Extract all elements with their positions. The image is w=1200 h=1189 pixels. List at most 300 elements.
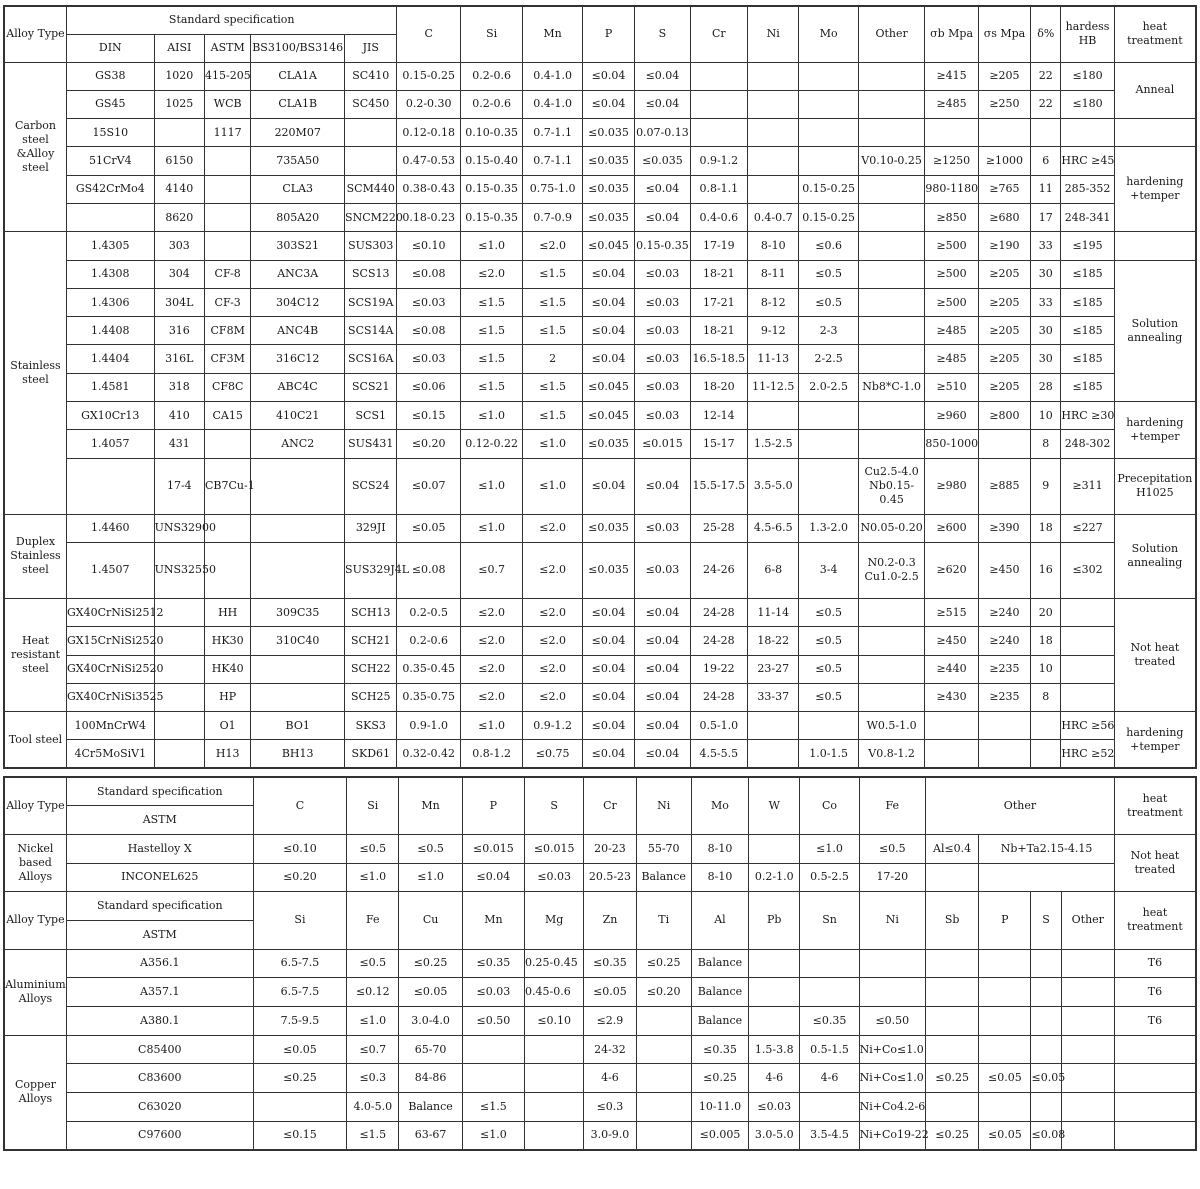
cell-other bbox=[1061, 1121, 1114, 1150]
cell-tensile: ≥1250 bbox=[925, 147, 978, 175]
cell-heat-treatment: T6 bbox=[1114, 949, 1196, 978]
cell-zn: ≤0.3 bbox=[584, 1093, 636, 1122]
cell-aisi bbox=[154, 712, 204, 740]
cell-jis bbox=[345, 147, 397, 175]
cell-si: ≤1.5 bbox=[460, 345, 522, 373]
table-row bbox=[4, 147, 1196, 175]
cell-din: GX40CrNiSi3525 bbox=[66, 683, 154, 711]
cell-p: ≤0.045 bbox=[582, 232, 634, 260]
cell-s bbox=[1031, 1093, 1061, 1122]
cell-si: ≤1.5 bbox=[460, 317, 522, 345]
cell-bs: ABC4C bbox=[251, 373, 345, 401]
cell-si: ≤1.0 bbox=[347, 863, 399, 892]
cell-bs: ANC4B bbox=[251, 317, 345, 345]
cell-bs: CLA1A bbox=[251, 62, 345, 90]
cell-sb: ≤0.25 bbox=[925, 1121, 978, 1150]
nonferrous-header-sn: Sn bbox=[800, 892, 859, 949]
cell-jis: SCH22 bbox=[345, 655, 397, 683]
table-row bbox=[4, 627, 1196, 655]
cell-zn: ≤0.35 bbox=[584, 949, 636, 978]
cell-yield: ≥390 bbox=[978, 514, 1030, 542]
cell-ni: Balance bbox=[636, 863, 691, 892]
cell-c: ≤0.15 bbox=[397, 402, 460, 430]
table-row bbox=[4, 288, 1196, 316]
header-si: Si bbox=[460, 6, 522, 62]
nonferrous-header-fe: Fe bbox=[347, 892, 399, 949]
cell-c: 0.35-0.75 bbox=[397, 683, 460, 711]
nickel-header-mn: Mn bbox=[399, 777, 462, 834]
cell-bs: 309C35 bbox=[251, 598, 345, 626]
cell-jis: SNCM220 bbox=[345, 203, 397, 231]
cell-hardness: ≤227 bbox=[1061, 514, 1114, 542]
cell-yield: ≥205 bbox=[978, 373, 1030, 401]
cell-s: ≤0.03 bbox=[635, 345, 690, 373]
cell-ni: 11-12.5 bbox=[748, 373, 799, 401]
nonferrous-header-si: Si bbox=[253, 892, 346, 949]
table-row bbox=[4, 683, 1196, 711]
table-row bbox=[4, 260, 1196, 288]
cell-heat-treatment bbox=[1114, 1121, 1196, 1150]
cell-aisi: 431 bbox=[154, 430, 204, 458]
cell-p: ≤0.04 bbox=[582, 90, 634, 118]
table-row bbox=[4, 1121, 1196, 1150]
cell-p: ≤0.04 bbox=[582, 598, 634, 626]
cell-cr: 19-22 bbox=[690, 655, 747, 683]
cell-other bbox=[1061, 978, 1114, 1007]
cell-jis: 329JI bbox=[345, 514, 397, 542]
cell-hardness: 248-302 bbox=[1061, 430, 1114, 458]
cell-other bbox=[858, 203, 925, 231]
cell-ni: 8-12 bbox=[748, 288, 799, 316]
cell-aisi: 1025 bbox=[154, 90, 204, 118]
cell-other: Nb+Ta2.15-4.15 bbox=[979, 834, 1115, 863]
cell-aisi: 304 bbox=[154, 260, 204, 288]
cell-elongation: 22 bbox=[1031, 90, 1061, 118]
cell-jis: SCS21 bbox=[345, 373, 397, 401]
table-row bbox=[4, 345, 1196, 373]
cell-mn: ≤1.0 bbox=[399, 863, 462, 892]
nonferrous-header-astm: ASTM bbox=[66, 920, 253, 949]
cell-mn: ≤0.50 bbox=[462, 1007, 524, 1036]
nickel-header-fe: Fe bbox=[859, 777, 925, 834]
cell-s: ≤0.03 bbox=[525, 863, 584, 892]
cell-bs: 303S21 bbox=[251, 232, 345, 260]
cell-yield: ≥205 bbox=[978, 62, 1030, 90]
cell-yield: ≥235 bbox=[978, 683, 1030, 711]
cell-astm: HH bbox=[205, 598, 251, 626]
cell-hardness: ≤185 bbox=[1061, 288, 1114, 316]
cell-astm: WCB bbox=[205, 90, 251, 118]
cell-cr: 0.9-1.2 bbox=[690, 147, 747, 175]
cell-elongation: 9 bbox=[1031, 458, 1061, 514]
cell-yield: ≥235 bbox=[978, 655, 1030, 683]
cell-yield bbox=[978, 712, 1030, 740]
nickel-header-p: P bbox=[462, 777, 524, 834]
cell-p: ≤0.035 bbox=[582, 514, 634, 542]
cell-mo: 2-2.5 bbox=[799, 345, 858, 373]
cell-yield bbox=[978, 430, 1030, 458]
cell-cr: 24-28 bbox=[690, 627, 747, 655]
cell-cr: 0.8-1.1 bbox=[690, 175, 747, 203]
group-label: Carbon steel &Alloy steel bbox=[4, 62, 66, 232]
cell-cr bbox=[690, 119, 747, 147]
table-row bbox=[4, 949, 1196, 978]
cell-bs: 220M07 bbox=[251, 119, 345, 147]
cell-mo bbox=[799, 90, 858, 118]
nonferrous-header-cu: Cu bbox=[399, 892, 462, 949]
group-label: Copper Alloys bbox=[4, 1035, 66, 1150]
cell-s: ≤0.04 bbox=[635, 90, 690, 118]
nickel-header-astm: ASTM bbox=[66, 806, 253, 835]
cell-mn: ≤2.0 bbox=[523, 514, 582, 542]
cell-mg bbox=[525, 1064, 584, 1093]
cell-ni bbox=[748, 119, 799, 147]
table-row bbox=[4, 458, 1196, 514]
cell-pb: 1.5-3.8 bbox=[749, 1035, 800, 1064]
cell-elongation: 33 bbox=[1031, 232, 1061, 260]
cell-aisi bbox=[154, 119, 204, 147]
cell-bs: 805A20 bbox=[251, 203, 345, 231]
cell-other bbox=[979, 863, 1115, 892]
cell-yield: ≥205 bbox=[978, 260, 1030, 288]
cell-ti: ≤0.20 bbox=[636, 978, 691, 1007]
cell-jis: SCM440 bbox=[345, 175, 397, 203]
cell-other bbox=[858, 175, 925, 203]
cell-yield: ≥190 bbox=[978, 232, 1030, 260]
cell-aisi: 316L bbox=[154, 345, 204, 373]
cell-c: ≤0.20 bbox=[253, 863, 346, 892]
cell-si: 0.8-1.2 bbox=[460, 740, 522, 768]
cell-other: Nb8*C-1.0 bbox=[858, 373, 925, 401]
cell-jis: SCS19A bbox=[345, 288, 397, 316]
cell-hardness: HRC ≥45 bbox=[1061, 147, 1114, 175]
cell-jis: SUS329J4L bbox=[345, 542, 397, 598]
cell-si: ≤2.0 bbox=[460, 260, 522, 288]
cell-mo bbox=[799, 712, 858, 740]
nickel-header-c: C bbox=[253, 777, 346, 834]
cell-other bbox=[858, 598, 925, 626]
cell-astm: H13 bbox=[205, 740, 251, 768]
cell-tensile: ≥485 bbox=[925, 90, 978, 118]
header-p: P bbox=[582, 6, 634, 62]
cell-other bbox=[858, 119, 925, 147]
header-din: DIN bbox=[66, 34, 154, 62]
cell-c: 0.47-0.53 bbox=[397, 147, 460, 175]
cell-aisi: 316 bbox=[154, 317, 204, 345]
cell-astm bbox=[205, 430, 251, 458]
cell-mo bbox=[799, 119, 858, 147]
cell-elongation: 28 bbox=[1031, 373, 1061, 401]
cell-astm: 415-205 bbox=[205, 62, 251, 90]
cell-yield: ≥205 bbox=[978, 317, 1030, 345]
cell-p bbox=[979, 1093, 1031, 1122]
cell-din: GS45 bbox=[66, 90, 154, 118]
cell-cr: 25-28 bbox=[690, 514, 747, 542]
cell-pb: 4-6 bbox=[749, 1064, 800, 1093]
cell-s: ≤0.03 bbox=[635, 542, 690, 598]
cell-mg: 0.45-0.6 bbox=[525, 978, 584, 1007]
cell-c: ≤0.06 bbox=[397, 373, 460, 401]
header-aisi: AISI bbox=[154, 34, 204, 62]
cell-fe: 17-20 bbox=[859, 863, 925, 892]
cell-din: GX10Cr13 bbox=[66, 402, 154, 430]
cell-al: Balance bbox=[691, 949, 748, 978]
nonferrous-header-heat-treatment: heat treatment bbox=[1114, 892, 1196, 949]
cell-ni: Ni+Co4.2-6 bbox=[859, 1093, 925, 1122]
cell-din: 1.4581 bbox=[66, 373, 154, 401]
cell-cr: 18-20 bbox=[690, 373, 747, 401]
nonferrous-header-p: P bbox=[979, 892, 1031, 949]
table-row bbox=[4, 1064, 1196, 1093]
cell-cu: 63-67 bbox=[399, 1121, 462, 1150]
cell-p: ≤0.04 bbox=[582, 345, 634, 373]
cell-mn: ≤1.5 bbox=[523, 260, 582, 288]
cell-hardness: ≤180 bbox=[1061, 90, 1114, 118]
cell-cr: 17-21 bbox=[690, 288, 747, 316]
cell-w: 0.2-1.0 bbox=[749, 863, 800, 892]
cell-astm: A380.1 bbox=[66, 1007, 253, 1036]
cell-c: 0.15-0.25 bbox=[397, 62, 460, 90]
cell-si: 6.5-7.5 bbox=[253, 949, 346, 978]
cell-zn: 3.0-9.0 bbox=[584, 1121, 636, 1150]
cell-cr bbox=[690, 90, 747, 118]
cell-jis: SKS3 bbox=[345, 712, 397, 740]
cell-si: 6.5-7.5 bbox=[253, 978, 346, 1007]
cell-mn: ≤1.0 bbox=[523, 430, 582, 458]
cell-mo bbox=[799, 147, 858, 175]
cell-mn: ≤1.5 bbox=[523, 317, 582, 345]
cell-din: 1.4408 bbox=[66, 317, 154, 345]
cell-din: 1.4460 bbox=[66, 514, 154, 542]
cell-pb: 3.0-5.0 bbox=[749, 1121, 800, 1150]
cell-heat-treatment: Anneal bbox=[1114, 62, 1196, 119]
cell-si: 0.15-0.40 bbox=[460, 147, 522, 175]
cell-mo: 1.0-1.5 bbox=[799, 740, 858, 768]
cell-ni: Ni+Co≤1.0 bbox=[859, 1035, 925, 1064]
cell-jis: SC410 bbox=[345, 62, 397, 90]
cell-sn bbox=[800, 1093, 859, 1122]
cell-zn: ≤0.05 bbox=[584, 978, 636, 1007]
nickel-header-ni: Ni bbox=[636, 777, 691, 834]
cell-co: ≤1.0 bbox=[800, 834, 859, 863]
table-row bbox=[4, 203, 1196, 231]
header-c: C bbox=[397, 6, 460, 62]
cell-pb bbox=[749, 949, 800, 978]
cell-yield: ≥250 bbox=[978, 90, 1030, 118]
cell-sb bbox=[925, 978, 978, 1007]
group-label: Stainless steel bbox=[4, 232, 66, 514]
cell-cr: 4.5-5.5 bbox=[690, 740, 747, 768]
cell-p: ≤0.045 bbox=[582, 373, 634, 401]
cell-c: 0.18-0.23 bbox=[397, 203, 460, 231]
cell-hardness: ≤185 bbox=[1061, 345, 1114, 373]
cell-hardness: HRC ≥30 bbox=[1061, 402, 1114, 430]
cell-sn bbox=[800, 949, 859, 978]
cell-yield: ≥240 bbox=[978, 627, 1030, 655]
cell-heat-treatment: Not heat treated bbox=[1114, 598, 1196, 711]
cell-heat-treatment bbox=[1114, 119, 1196, 147]
cell-tensile: ≥430 bbox=[925, 683, 978, 711]
cell-jis: SCS24 bbox=[345, 458, 397, 514]
table-row bbox=[4, 175, 1196, 203]
cell-al: Balance bbox=[691, 978, 748, 1007]
nickel-header-w: W bbox=[749, 777, 800, 834]
cell-c: ≤0.08 bbox=[397, 260, 460, 288]
cell-tensile bbox=[925, 119, 978, 147]
cell-bs bbox=[251, 542, 345, 598]
table-row bbox=[4, 62, 1196, 90]
cell-astm: INCONEL625 bbox=[66, 863, 253, 892]
cell-mo: 8-10 bbox=[691, 834, 748, 863]
cell-heat-treatment: T6 bbox=[1114, 978, 1196, 1007]
cell-p: ≤0.035 bbox=[582, 119, 634, 147]
cell-astm: CF3M bbox=[205, 345, 251, 373]
cell-jis: SCH13 bbox=[345, 598, 397, 626]
nickel-header-other: Other bbox=[925, 777, 1114, 834]
nonferrous-spec-table bbox=[3, 776, 1197, 1151]
cell-si: 0.15-0.35 bbox=[460, 203, 522, 231]
cell-fe: ≤0.5 bbox=[347, 949, 399, 978]
cell-other: Al≤0.4 bbox=[925, 834, 978, 863]
cell-si: ≤0.15 bbox=[253, 1121, 346, 1150]
cell-s bbox=[1031, 1035, 1061, 1064]
cell-p: ≤0.045 bbox=[582, 402, 634, 430]
group-label: Nickel based Alloys bbox=[4, 834, 66, 891]
cell-cr: 20.5-23 bbox=[584, 863, 636, 892]
nickel-header-co: Co bbox=[800, 777, 859, 834]
cell-s: ≤0.04 bbox=[635, 203, 690, 231]
cell-other bbox=[858, 402, 925, 430]
cell-yield: ≥450 bbox=[978, 542, 1030, 598]
cell-si: ≤2.0 bbox=[460, 683, 522, 711]
nonferrous-header-standard-spec: Standard specification bbox=[66, 892, 253, 921]
cell-ni: 8-11 bbox=[748, 260, 799, 288]
cell-cr: 24-26 bbox=[690, 542, 747, 598]
cell-jis: SCS14A bbox=[345, 317, 397, 345]
table-row bbox=[4, 863, 1196, 892]
cell-mn: ≤2.0 bbox=[523, 598, 582, 626]
cell-mo: 2.0-2.5 bbox=[799, 373, 858, 401]
cell-astm: A357.1 bbox=[66, 978, 253, 1007]
cell-tensile: ≥500 bbox=[925, 288, 978, 316]
cell-elongation: 11 bbox=[1031, 175, 1061, 203]
cell-hardness: ≤302 bbox=[1061, 542, 1114, 598]
cell-tensile: ≥980 bbox=[925, 458, 978, 514]
nonferrous-header-s: S bbox=[1031, 892, 1061, 949]
cell-ni: ≤0.50 bbox=[859, 1007, 925, 1036]
table-row bbox=[4, 598, 1196, 626]
cell-mo: ≤0.6 bbox=[799, 232, 858, 260]
cell-ti bbox=[636, 1093, 691, 1122]
cell-s: ≤0.05 bbox=[1031, 1064, 1061, 1093]
table-row bbox=[4, 373, 1196, 401]
cell-heat-treatment: T6 bbox=[1114, 1007, 1196, 1036]
cell-c: 0.2-0.6 bbox=[397, 627, 460, 655]
cell-c: 0.2-0.5 bbox=[397, 598, 460, 626]
nonferrous-header-mn: Mn bbox=[462, 892, 524, 949]
cell-yield bbox=[978, 119, 1030, 147]
cell-bs bbox=[251, 655, 345, 683]
cell-hardness: ≤185 bbox=[1061, 317, 1114, 345]
cell-heat-treatment bbox=[1114, 1064, 1196, 1093]
cell-bs: BH13 bbox=[251, 740, 345, 768]
cell-s: ≤0.04 bbox=[635, 712, 690, 740]
cell-astm: CB7Cu-1 bbox=[205, 458, 251, 514]
cell-tensile: ≥620 bbox=[925, 542, 978, 598]
cell-other bbox=[858, 655, 925, 683]
cell-mo: ≤0.5 bbox=[799, 288, 858, 316]
cell-sb: ≤0.25 bbox=[925, 1064, 978, 1093]
table-row bbox=[4, 514, 1196, 542]
cell-astm: C63020 bbox=[66, 1093, 253, 1122]
cell-din: GX15CrNiSi2520 bbox=[66, 627, 154, 655]
cell-c: ≤0.08 bbox=[397, 542, 460, 598]
cell-cu: 65-70 bbox=[399, 1035, 462, 1064]
cell-jis: SKD61 bbox=[345, 740, 397, 768]
cell-hardness: 248-341 bbox=[1061, 203, 1114, 231]
cell-other bbox=[858, 62, 925, 90]
cell-elongation: 30 bbox=[1031, 317, 1061, 345]
cell-pb: ≤0.03 bbox=[749, 1093, 800, 1122]
header-s: S bbox=[635, 6, 690, 62]
cell-hardness: ≤180 bbox=[1061, 62, 1114, 90]
cell-p: ≤0.04 bbox=[462, 863, 524, 892]
cell-mo bbox=[799, 402, 858, 430]
cell-elongation: 6 bbox=[1031, 147, 1061, 175]
cell-tensile: ≥960 bbox=[925, 402, 978, 430]
cell-heat-treatment: hardening +temper bbox=[1114, 712, 1196, 769]
cell-s: ≤0.04 bbox=[635, 627, 690, 655]
cell-mo: ≤0.5 bbox=[799, 655, 858, 683]
cell-ni: 4.5-6.5 bbox=[748, 514, 799, 542]
cell-bs: CLA3 bbox=[251, 175, 345, 203]
cell-zn: 24-32 bbox=[584, 1035, 636, 1064]
cell-din: 15S10 bbox=[66, 119, 154, 147]
cell-s: ≤0.04 bbox=[635, 740, 690, 768]
cell-si: 0.12-0.22 bbox=[460, 430, 522, 458]
cell-other: N0.05-0.20 bbox=[858, 514, 925, 542]
header-hardness: hardess HB bbox=[1061, 6, 1114, 62]
cell-ni: Ni+Co≤1.0 bbox=[859, 1064, 925, 1093]
cell-cr: 0.5-1.0 bbox=[690, 712, 747, 740]
cell-heat-treatment: Precepitation H1025 bbox=[1114, 458, 1196, 514]
cell-mn: ≤2.0 bbox=[523, 655, 582, 683]
cell-ti bbox=[636, 1121, 691, 1150]
cell-si: ≤0.25 bbox=[253, 1064, 346, 1093]
cell-bs: ANC3A bbox=[251, 260, 345, 288]
cell-aisi: 303 bbox=[154, 232, 204, 260]
cell-c: ≤0.08 bbox=[397, 317, 460, 345]
header-bs: BS3100/BS3146 bbox=[251, 34, 345, 62]
cell-ni: 8-10 bbox=[748, 232, 799, 260]
cell-hardness: ≤185 bbox=[1061, 260, 1114, 288]
cell-yield: ≥205 bbox=[978, 288, 1030, 316]
cell-other bbox=[1061, 1007, 1114, 1036]
cell-ni: 18-22 bbox=[748, 627, 799, 655]
cell-hardness: ≥311 bbox=[1061, 458, 1114, 514]
cell-jis bbox=[345, 119, 397, 147]
cell-yield: ≥680 bbox=[978, 203, 1030, 231]
cell-tensile: ≥500 bbox=[925, 260, 978, 288]
cell-astm: HP bbox=[205, 683, 251, 711]
cell-si: ≤1.0 bbox=[460, 458, 522, 514]
cell-tensile: ≥510 bbox=[925, 373, 978, 401]
cell-astm: C97600 bbox=[66, 1121, 253, 1150]
table-row bbox=[4, 1035, 1196, 1064]
cell-yield: ≥205 bbox=[978, 345, 1030, 373]
cell-yield: ≥240 bbox=[978, 598, 1030, 626]
cell-aisi: 318 bbox=[154, 373, 204, 401]
